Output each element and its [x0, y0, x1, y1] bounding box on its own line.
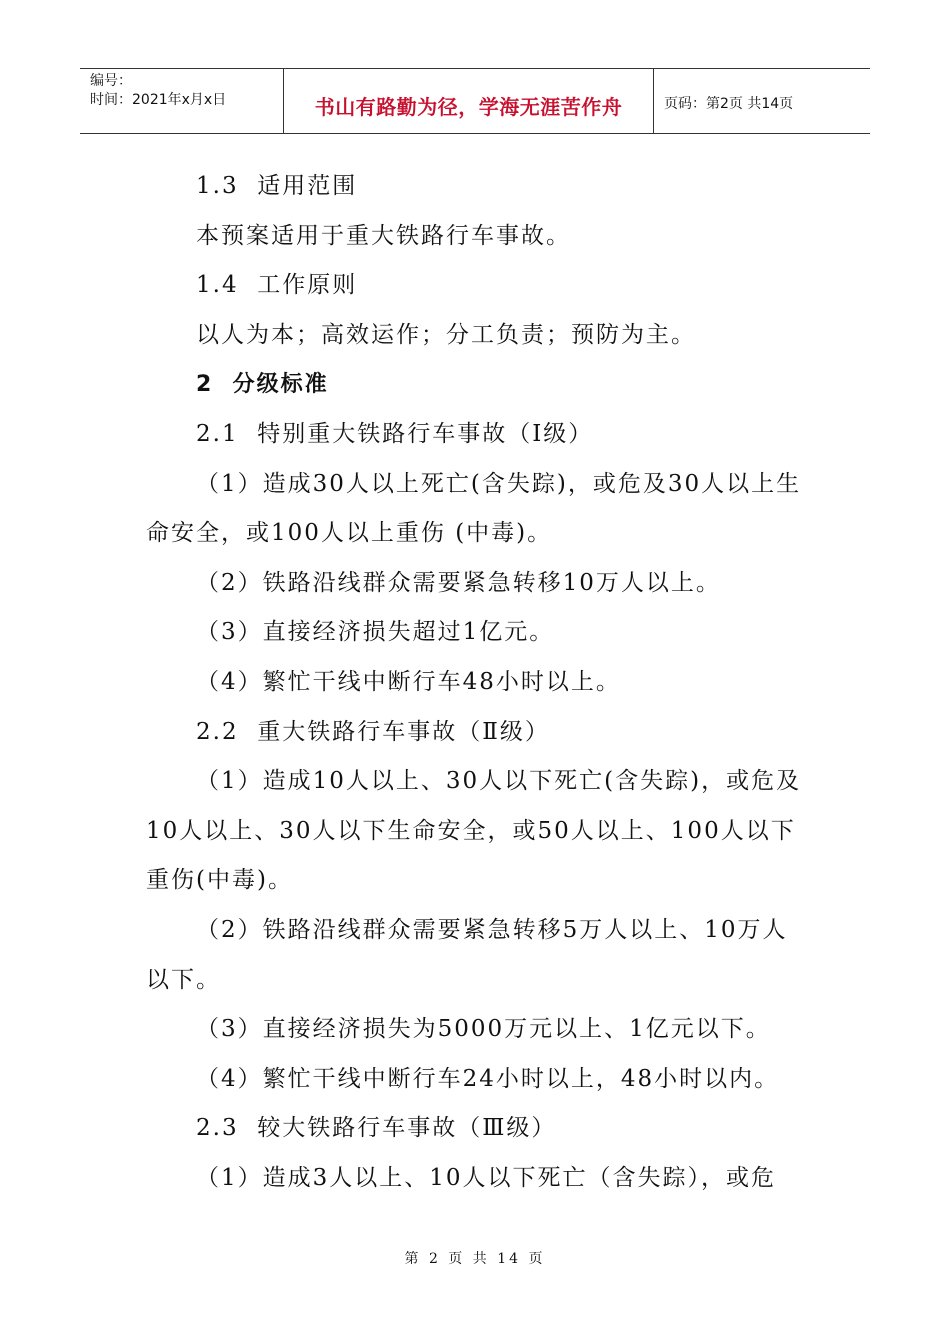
list-item: （3）直接经济损失为5000万元以上、1亿元以下。 [196, 1016, 771, 1043]
header-meta [90, 72, 226, 110]
list-item: （1）造成30人以上死亡(含失踪)，或危及30人以上生命安全，或100人以上重伤 (中毒)。 [146, 470, 802, 547]
list-item: （2）铁路沿线群众需要紧急转移10万人以上。 [196, 569, 721, 596]
list-item: （1）造成3人以上、10人以下死亡（含失踪），或危 [196, 1164, 777, 1191]
page-header [80, 68, 870, 134]
page-footer: 第 2 页 共 14 页 [404, 1251, 546, 1267]
header-page-info: 页码：第2页 共14页 [664, 96, 794, 112]
header-divider [653, 69, 654, 133]
section-heading-1-3: 1.3 适用范围 [196, 173, 358, 199]
header-motto: 书山有路勤为径，学海无涯苦作舟 [314, 95, 623, 119]
list-item: （2）铁路沿线群众需要紧急转移5万人以上、10万人以下。 [146, 916, 788, 993]
document-body [146, 162, 810, 1203]
list-item: （4）繁忙干线中断行车24小时以上，48小时以内。 [196, 1065, 780, 1092]
paragraph: 以人为本；高效运作；分工负责；预防为主。 [196, 321, 696, 348]
paragraph: 本预案适用于重大铁路行车事故。 [196, 222, 571, 249]
section-heading-2-1: 2.1 特别重大铁路行车事故（Ⅰ级） [196, 420, 594, 447]
section-heading-2-2: 2.2 重大铁路行车事故（Ⅱ级） [196, 718, 550, 745]
list-item: （4）繁忙干线中断行车48小时以上。 [196, 668, 621, 695]
section-heading-2-3: 2.3 较大铁路行车事故（Ⅲ级） [196, 1115, 557, 1142]
number-label: 编号： [90, 73, 132, 89]
list-item: （1）造成10人以上、30人以下死亡(含失踪)，或危及10人以上、30人以下生命安全，或50人以上、100人以下重伤(中毒)。 [146, 768, 802, 894]
time-label: 时间：2021年x月x日 [90, 92, 227, 108]
section-heading-1-4: 1.4 工作原则 [196, 272, 358, 299]
section-heading-2: 2 分级标准 [196, 372, 329, 398]
list-item: （3）直接经济损失超过1亿元。 [196, 619, 555, 646]
